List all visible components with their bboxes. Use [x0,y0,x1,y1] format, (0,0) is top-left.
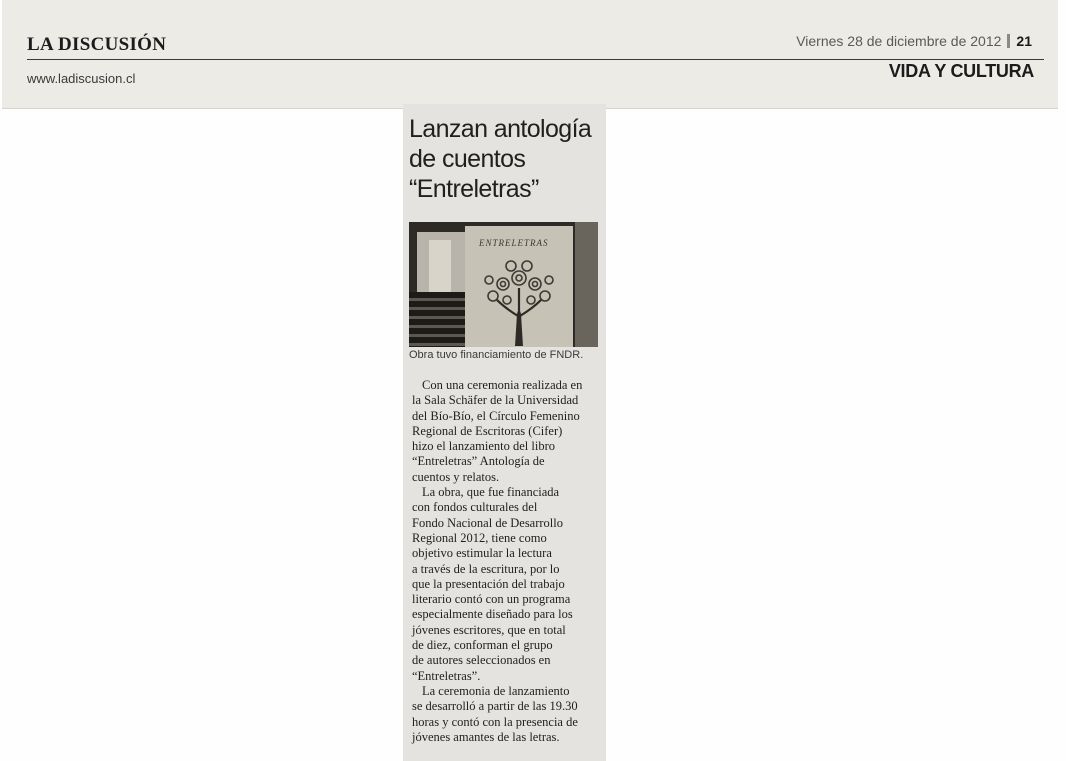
page-number: 21 [1016,33,1032,49]
article-line: se desarrolló a partir de las 19.30 [412,699,578,714]
article-line: objetivo estimular la lectura [412,546,552,561]
article-line: La obra, que fue financiada [422,485,560,500]
stairs [409,292,465,347]
article-line: a través de la escritura, por lo [412,561,560,576]
article-line: jóvenes amantes de las letras. [412,729,560,744]
article-body [412,378,598,745]
article-line: Regional de Escritoras (Cifer) [412,423,563,438]
article-paragraph [412,378,598,485]
display-panel-right [575,222,598,347]
article-line: literario contó con un programa [412,592,571,607]
article-line: cuentos y relatos. [412,469,500,484]
article-line: Regional 2012, tiene como [412,530,547,545]
article-line: horas y contó con la presencia de [412,714,578,729]
article-line: de diez, conforman el grupo [412,638,553,653]
book-cover [465,226,573,347]
book-spine [429,240,451,300]
article-line: “Entreletras” Antología de [412,454,545,469]
article-line: jóvenes escritores, que en total [412,622,566,637]
header-rule [27,59,1044,60]
article-clipping [403,104,606,761]
article-line: “Entreletras”. [412,668,481,683]
newspaper-header [2,0,1058,109]
separator [1007,34,1010,48]
masthead: LA DISCUSIÓN [27,34,167,55]
article-photo [409,222,598,347]
article-line: del Bío-Bío, el Círculo Femenino [412,408,580,423]
article-line: la Sala Schäfer de la Universidad [412,393,579,408]
article-line: La ceremonia de lanzamiento [422,683,570,698]
publication-date: Viernes 28 de diciembre de 2012 [796,33,1002,49]
article-line: Con una ceremonia realizada en [422,378,583,392]
dateline [796,33,1032,49]
article-line: de autores seleccionados en [412,653,551,668]
article-line: Fondo Nacional de Desarrollo [412,515,564,530]
article-line: especialmente diseñado para los [412,607,573,622]
article-paragraph [412,684,598,745]
article-paragraph [412,485,598,684]
article-line: con fondos culturales del [412,500,538,515]
article-headline: Lanzan antología de cuentos “Entreletras” [409,115,592,203]
section-title: VIDA Y CULTURA [888,61,1034,81]
book-cover-title: ENTRELETRAS [479,238,549,248]
article-line: que la presentación del trabajo [412,576,565,591]
website-url: www.ladiscusion.cl [27,71,136,86]
photo-caption: Obra tuvo financiamiento de FNDR. [409,349,584,361]
article-line: hizo el lanzamiento del libro [412,439,556,454]
tree-illustration [465,226,573,347]
